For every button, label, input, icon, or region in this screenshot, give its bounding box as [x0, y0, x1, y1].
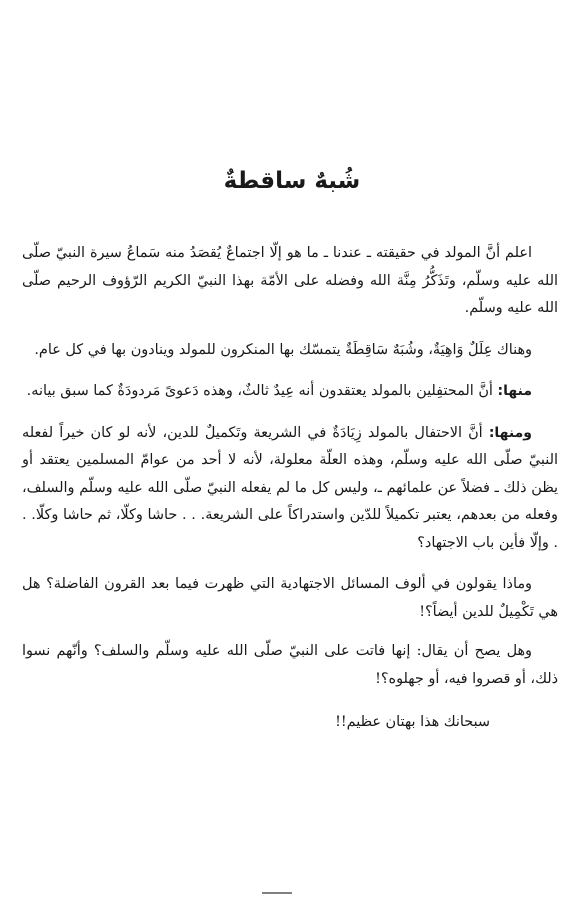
- closing-line: سبحانك هذا بهتان عظيم!!: [335, 714, 490, 730]
- paragraph-claims: [22, 337, 558, 365]
- paragraph-text: أنَّ الاحتفال بالمولد زِيَادَةٌ في الشريعة وتَكميلٌ للدين، لأنه لو كان خيراً لفعله النبيّ صلّى الله عليه وسلّم، وهذه العلّة معلولة، لأنه لا أحد من عوامّ المسلمين يعتقد أو يظن ذلك ـ فضلاً عن علمائهم ـ، وليس كل ما لم يفعله النبيّ صلّى الله عليه وسلّم والسلف، وفعله من بعدهم، يعتبر تكميلاً للدّين واستدراكاً على الشريعة. . . حاشا وكلّا، ثم حاشا وكلّا. . . وإلّا فأين باب الاجتهاد؟: [22, 424, 558, 551]
- page-bottom-mark: [262, 892, 292, 900]
- paragraph-second-claim: [22, 420, 558, 558]
- paragraph-text: وهل يصح أن يقال: إنها فاتت على النبيّ صلّى الله عليه وسلّم والسلف؟ وأنّهم نسوا ذلك، أو قصروا فيه، أو جهلوه؟!: [22, 643, 558, 687]
- paragraph-first-claim: [22, 378, 558, 406]
- section-title: شُبهٌ ساقطةٌ: [223, 168, 361, 194]
- paragraph-lead: منها:: [497, 383, 532, 399]
- paragraph-text: وماذا يقولون في ألوف المسائل الاجتهادية التي ظهرت فيما بعد القرون الفاضلة؟ هل هي تَكْمِيلٌ للدين أيضاً؟!: [22, 576, 558, 620]
- paragraph-intro: [22, 240, 558, 323]
- paragraph-text: أنَّ المحتفِلين بالمولد يعتقدون أنه عِيدٌ ثالثٌ، وهذه دَعوىً مَردودَةٌ كما سبق بيانه.: [26, 383, 498, 399]
- paragraph-text: وهناك عِلَلٌ وَاهِيَةٌ، وشُبَهٌ سَاقِطَةٌ يتمسّك بها المنكرون للمولد وينادون بها في كل عام.: [34, 341, 532, 358]
- paragraph-question: [22, 638, 558, 693]
- paragraph-text: اعلم أنَّ المولد في حقيقته ـ عندنا ـ ما هو إلّا اجتماعٌ يُقصَدُ منه سَماعُ سيرة النبيّ صلّى الله عليه وسلّم، وتَذَكُّرُ مِنَّة الله وفضله على الأمّة بهذا النبيّ الكريم الرّؤوف الرحيم صلّى الله عليه وسلّم.: [22, 245, 558, 316]
- body-text: [22, 240, 558, 737]
- paragraph-ijtihad: [22, 571, 558, 626]
- paragraph-lead: ومنها:: [488, 424, 532, 441]
